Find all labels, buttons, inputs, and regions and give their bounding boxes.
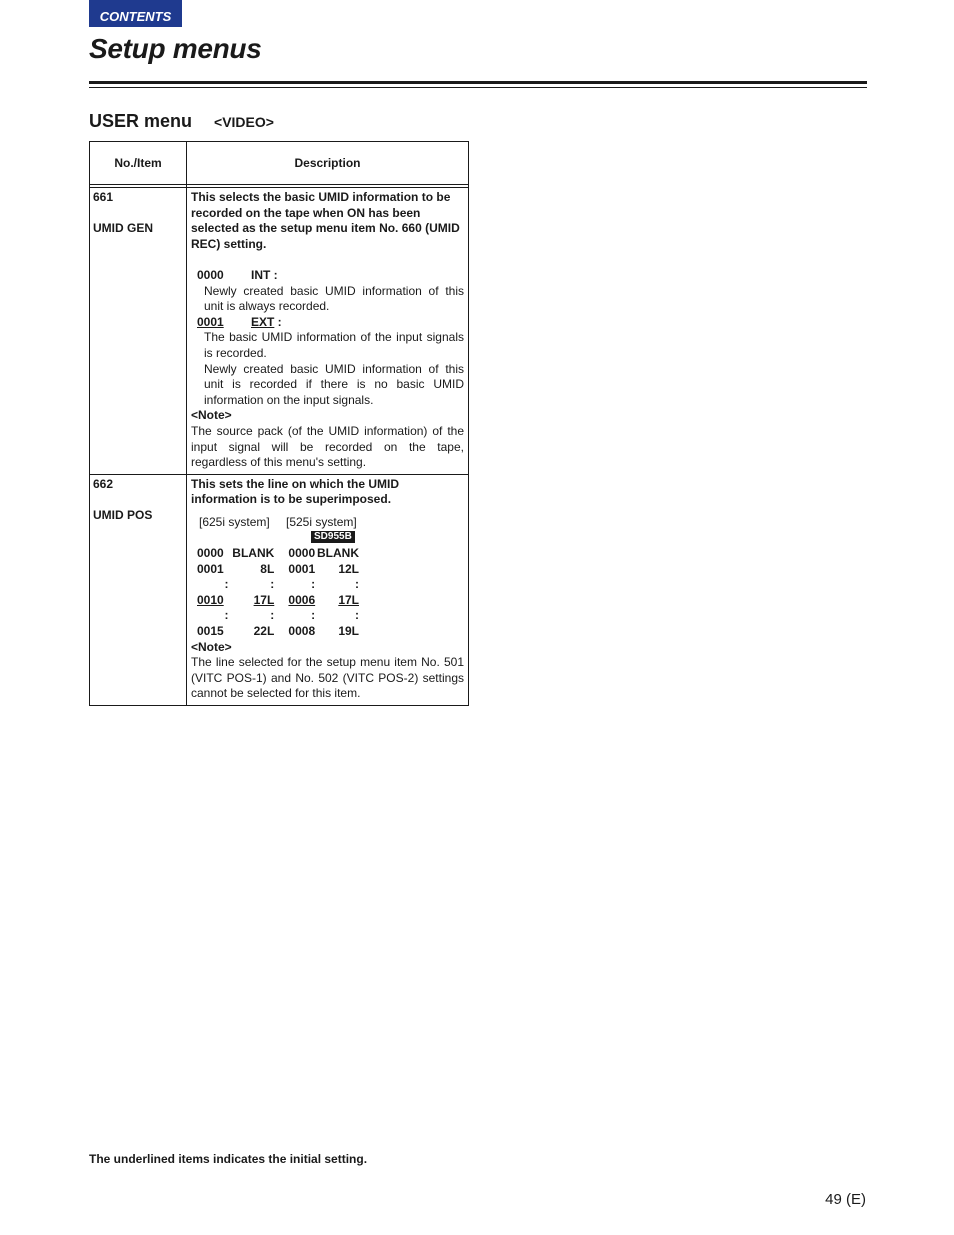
system-525-label: [525i system]: [286, 514, 357, 529]
ellipsis: :: [311, 608, 316, 623]
option-ext: [191, 315, 464, 331]
ellipsis: :: [224, 608, 229, 623]
code-525: 0000: [288, 546, 316, 561]
ellipsis: :: [311, 577, 316, 592]
line-row: [197, 624, 359, 640]
ellipsis: :: [355, 577, 359, 592]
code-value: 0006: [288, 592, 316, 607]
option-text: The basic UMID information of the input signals is recorded.: [204, 330, 464, 360]
line-625: [230, 593, 274, 609]
system-labels: [199, 515, 464, 531]
ellipsis: :: [270, 608, 275, 623]
header-description: Description: [187, 142, 469, 185]
description-intro: This selects the basic UMID information to be recorded on the tape when ON has been selected as the setup menu item No. 660 (UMID REC) setting.: [191, 190, 460, 251]
option-label: EXT :: [251, 314, 282, 329]
code-625: 0010: [197, 592, 224, 607]
item-name: UMID GEN: [93, 221, 153, 236]
line-row-ellipsis: [197, 608, 359, 624]
section-subtitle: <VIDEO>: [214, 114, 274, 130]
table-row-661: [90, 188, 469, 475]
ellipsis: :: [355, 608, 359, 623]
title-rule-thin: [89, 87, 867, 88]
line-row: [197, 593, 359, 609]
description-cell: [187, 188, 469, 475]
code-625: 0015: [197, 624, 224, 639]
code-525: [274, 593, 315, 609]
description-intro: This sets the line on which the UMID information is to be superimposed.: [191, 476, 400, 507]
contents-button[interactable]: CONTENTS: [89, 0, 182, 27]
option-code: 0001: [197, 314, 224, 329]
option-label: INT :: [251, 267, 278, 282]
table-header-row: [90, 142, 469, 185]
user-menu-table: [89, 141, 469, 706]
model-badge: SD955B: [311, 531, 355, 543]
line-row: [197, 562, 359, 578]
note-label: <Note>: [191, 639, 232, 654]
ellipsis: :: [224, 577, 229, 592]
code-525: 0008: [288, 624, 316, 639]
section-title: USER menu: [89, 111, 193, 131]
option-int: [191, 268, 464, 284]
title-rule-thick: [89, 81, 867, 84]
code-525: 0001: [288, 561, 316, 576]
item-name: UMID POS: [93, 507, 153, 522]
item-number: 661: [93, 190, 114, 204]
line-525: [315, 593, 359, 609]
system-625-label: [625i system]: [199, 514, 270, 529]
code-625: 0000: [197, 546, 224, 561]
note-label: <Note>: [191, 408, 232, 423]
section-heading: [89, 106, 274, 134]
ellipsis: :: [270, 577, 275, 592]
note-text: The line selected for the setup menu item No. 501 (VITC POS-1) and No. 502 (VITC POS-2) settings cannot be selected for this item.: [191, 655, 464, 701]
item-cell: [90, 474, 187, 705]
line-625: BLANK: [232, 546, 275, 561]
line-value: 17L: [253, 592, 275, 607]
item-cell: [90, 188, 187, 475]
header-no-item: No./Item: [90, 142, 187, 185]
option-text: Newly created basic UMID information of this unit is recorded if there is no basic UMID information on the input signals.: [204, 361, 464, 407]
line-525: 12L: [338, 561, 359, 576]
code-625: 0001: [197, 561, 224, 576]
page-title: Setup menus: [89, 33, 262, 64]
footnote: The underlined items indicates the initial setting.: [89, 1152, 368, 1166]
line-625: 8L: [260, 561, 275, 576]
description-cell: [187, 474, 469, 705]
note-text: The source pack (of the UMID information) of the input signal will be recorded on the tape, regardless of this menu's setting.: [191, 423, 464, 470]
item-number: 662: [93, 476, 114, 491]
line-row: [197, 546, 359, 562]
line-value: 17L: [338, 592, 359, 607]
table-row-662: [90, 474, 469, 705]
line-row-ellipsis: [197, 577, 359, 593]
option-code: 0000: [197, 267, 224, 282]
line-settings-grid: [197, 546, 359, 640]
line-525: BLANK: [317, 546, 359, 561]
option-text: Newly created basic UMID information of this unit is always recorded.: [204, 283, 464, 314]
line-525: 19L: [338, 624, 359, 639]
line-625: 22L: [253, 624, 275, 639]
page-number: 49 (E): [825, 1191, 866, 1208]
